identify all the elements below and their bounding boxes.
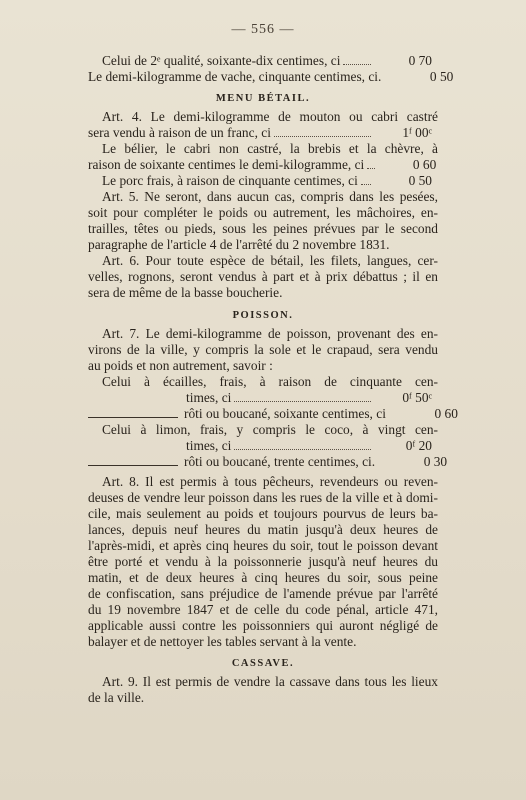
paragraph-line: balayer et de nettoyer les tables servant à la vente. [88, 634, 357, 649]
paragraph-line: Art. 6. Pour toute espèce de bétail, les filets, langues, cer- [102, 253, 438, 268]
paragraph-line: matin, et de deux heures à cinq heures du soir, sous peine [88, 570, 438, 585]
leader-dots [367, 157, 375, 169]
paragraph-line: sera de même de la basse boucherie. [88, 285, 283, 300]
price-label: rôti ou boucané, soixante centimes, ci [184, 406, 386, 421]
paragraph-line: de confiscation, sans préjudice de l'amende prévue par l'arrêté [88, 586, 438, 601]
price-label: times, ci [186, 390, 232, 405]
price-amount: 0 50 [408, 173, 432, 188]
paragraph-line: soit pour compléter le poids ou autrement, les mâchoires, en- [88, 205, 438, 220]
price-label: Celui de 2ᵉ qualité, soixante-dix centimes, ci [102, 53, 341, 68]
price-amount: 0 60 [434, 406, 458, 421]
leader-dots [378, 455, 386, 466]
paragraph-line: de la ville. [88, 690, 145, 705]
price-amount: 0 50 [429, 69, 454, 84]
price-amount: 0ᶠ 50ᶜ [402, 390, 432, 405]
ditto-rule [88, 456, 178, 466]
price-label: Le demi-kilogramme de vache, cinquante centimes, ci. [88, 69, 382, 84]
paragraph-line: cile, mais seulement au poids et toujours pourvus de leurs ba- [88, 506, 438, 521]
paragraph-line: Le bélier, le cabri non castré, la brebis et la chèvre, à [102, 141, 438, 156]
price-line [88, 390, 438, 406]
paragraph-line: Art. 9. Il est permis de vendre la cassave dans tous les lieux [102, 674, 438, 689]
price-amount: 0 70 [408, 53, 432, 68]
section-heading: MENU BÉTAIL. [215, 93, 311, 104]
paragraph-line: Art. 7. Le demi-kilogramme de poisson, provenant des en- [102, 326, 438, 341]
section-heading: CASSAVE. [231, 658, 295, 669]
leader-dots [389, 407, 397, 418]
section-heading: POISSON. [232, 310, 294, 321]
price-line [88, 157, 438, 173]
paragraph-line: deuses de vendre leur poisson dans les rues de la ville et à domi- [88, 490, 438, 505]
leader-dots [274, 125, 371, 137]
paragraph-line: Celui à écailles, frais, à raison de cinquante cen- [102, 374, 438, 389]
price-line [88, 69, 454, 85]
leader-dots [234, 390, 371, 402]
price-amount: 0ᶠ 20 [405, 438, 432, 453]
leader-dots [384, 70, 392, 81]
leader-dots [234, 438, 371, 450]
ditto-rule [88, 408, 178, 418]
paragraph-line: velles, rognons, seront vendus à part et à prix débattus ; il en [88, 269, 438, 284]
paragraph-line: du 19 novembre 1847 et de celle du code pénal, article 471, [88, 602, 438, 617]
price-line [88, 125, 438, 141]
price-label: sera vendu à raison de un franc, ci [88, 125, 271, 140]
paragraph-line: Celui à limon, frais, y compris le coco, à vingt cen- [102, 422, 438, 437]
paragraph-line: être porté et vendu à la poissonnerie jusqu'à neuf heures du [88, 554, 438, 569]
price-line [88, 454, 448, 470]
price-line [88, 406, 458, 422]
paragraph-line: Art. 4. Le demi-kilogramme de mouton ou cabri castré [102, 109, 438, 124]
page-number: — 556 — [231, 22, 295, 37]
paragraph-line: paragraphe de l'article 4 de l'arrêté du 2 novembre 1831. [88, 237, 390, 252]
price-amount: 0 30 [423, 454, 448, 469]
price-label: rôti ou boucané, trente centimes, ci. [184, 454, 376, 469]
price-line [88, 438, 438, 454]
paragraph-line: virons de la ville, y compris la sole et le crapaud, sera vendu [88, 342, 438, 357]
paragraph-line: lances, depuis neuf heures du matin jusqu'à deux heures de [88, 522, 438, 537]
price-label: raison de soixante centimes le demi-kilogramme, ci [88, 157, 365, 172]
leader-dots [343, 53, 371, 65]
price-line [88, 173, 438, 189]
paragraph-line: trailles, têtes ou pieds, sous les peines prévues par le second [88, 221, 438, 236]
leader-dots [361, 173, 371, 185]
paragraph-line: applicable aussi contre les poissonniers qui auront négligé de [88, 618, 438, 633]
paragraph-line: l'après-midi, et après cinq heures du soir, tout le poisson devant [88, 538, 438, 553]
price-amount: 0 60 [412, 157, 437, 172]
price-label: Le porc frais, à raison de cinquante centimes, ci [102, 173, 358, 188]
paragraph-line: au poids et non autrement, savoir : [88, 358, 273, 373]
paragraph-line: Art. 8. Il est permis à tous pêcheurs, revendeurs ou reven- [102, 474, 438, 489]
price-line [88, 53, 438, 69]
price-label: times, ci [186, 438, 232, 453]
paragraph-line: Art. 5. Ne seront, dans aucun cas, compris dans les pesées, [102, 189, 438, 204]
price-amount: 1ᶠ 00ᶜ [402, 125, 432, 140]
